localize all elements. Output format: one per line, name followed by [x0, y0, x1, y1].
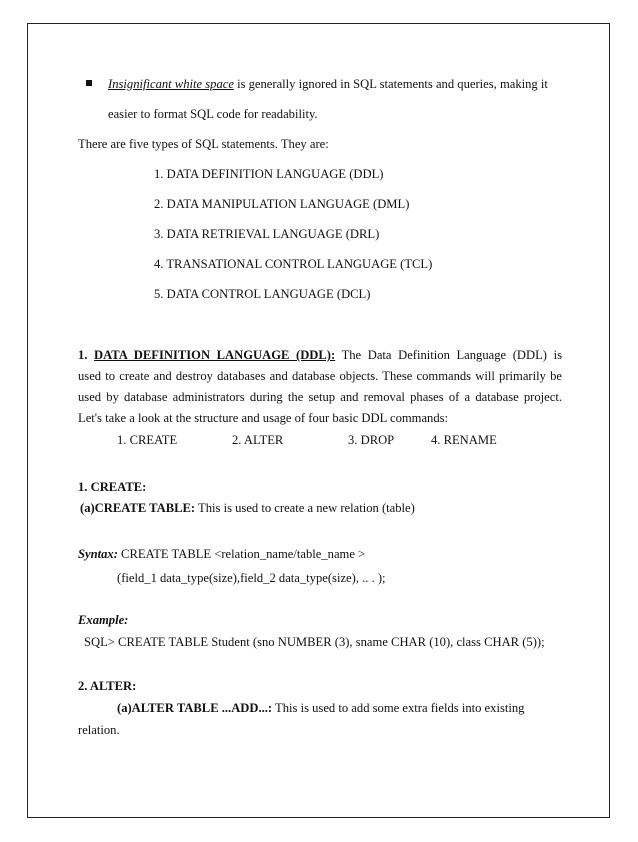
bullet-line-1 — [108, 76, 548, 92]
ddl-line-1: The Data Definition Language (DDL) is — [341, 348, 562, 362]
example-label: Example: — [78, 613, 129, 627]
ddl-heading: DATA DEFINITION LANGUAGE (DDL): — [94, 348, 336, 362]
types-intro: There are five types of SQL statements. They are: — [78, 137, 329, 151]
type-item-tcl: 4. TRANSATIONAL CONTROL LANGUAGE (TCL) — [154, 257, 433, 271]
syntax-line-1 — [78, 546, 365, 562]
ddl-command-rename: 4. RENAME — [431, 433, 497, 447]
bullet-marker — [86, 80, 92, 86]
alter-table-line — [117, 700, 524, 716]
create-table-line — [80, 500, 415, 516]
syntax-line-2: (field_1 data_type(size),field_2 data_type(size), .. . ); — [117, 571, 386, 585]
ddl-para-line-2: used to create and destroy databases and database objects. These commands will primarily be — [78, 369, 562, 383]
bullet-term: Insignificant white space — [108, 77, 234, 91]
alter-table-label: (a)ALTER TABLE ...ADD...: — [117, 701, 273, 715]
syntax-label: Syntax: — [78, 547, 118, 561]
example-line: SQL> CREATE TABLE Student (sno NUMBER (3), sname CHAR (10), class CHAR (5)); — [84, 635, 545, 649]
type-item-ddl: 1. DATA DEFINITION LANGUAGE (DDL) — [154, 167, 384, 181]
syntax-text-1: CREATE TABLE <relation_name/table_name > — [117, 547, 366, 561]
ddl-para-line-3: used by database administrators during the setup and removal phases of a database project. — [78, 390, 562, 404]
ddl-para-line-1 — [78, 347, 562, 363]
alter-line-2: relation. — [78, 723, 120, 737]
ddl-command-alter: 2. ALTER — [232, 433, 284, 447]
ddl-command-drop: 3. DROP — [348, 433, 395, 447]
bullet-rest: is generally ignored in SQL statements and queries, making it — [233, 77, 548, 91]
create-heading: 1. CREATE: — [78, 480, 147, 494]
create-table-text: This is used to create a new relation (table) — [195, 501, 415, 515]
alter-heading: 2. ALTER: — [78, 679, 137, 693]
bullet-line-2: easier to format SQL code for readability. — [108, 107, 318, 121]
type-item-dcl: 5. DATA CONTROL LANGUAGE (DCL) — [154, 287, 371, 301]
type-item-drl: 3. DATA RETRIEVAL LANGUAGE (DRL) — [154, 227, 380, 241]
create-table-label: (a)CREATE TABLE: — [80, 501, 196, 515]
ddl-number: 1. — [78, 348, 95, 362]
alter-table-text: This is used to add some extra fields into existing — [272, 701, 525, 715]
type-item-dml: 2. DATA MANIPULATION LANGUAGE (DML) — [154, 197, 410, 211]
ddl-para-line-4: Let's take a look at the structure and usage of four basic DDL commands: — [78, 411, 449, 425]
ddl-command-create: 1. CREATE — [117, 433, 178, 447]
